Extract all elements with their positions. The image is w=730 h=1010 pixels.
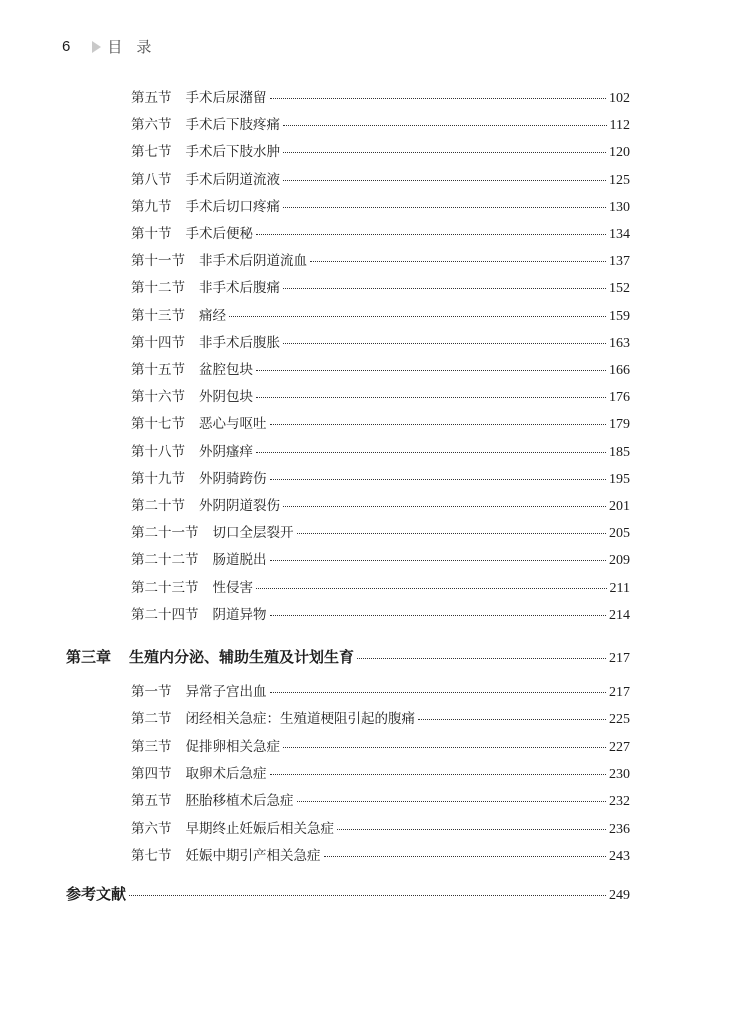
entry-title: 阴道异物 xyxy=(212,607,267,623)
entry-page-number: 130 xyxy=(609,200,630,215)
entry-page-number: 125 xyxy=(609,173,630,188)
toc-section-entry[interactable] xyxy=(131,579,630,598)
dot-leader xyxy=(129,895,606,896)
entry-number: 第四节 xyxy=(131,766,172,782)
entry-number: 第二节 xyxy=(131,711,172,727)
entry-title: 闭经相关急症：生殖道梗阻引起的腹痛 xyxy=(185,711,415,727)
entry-page-number: 205 xyxy=(609,526,630,541)
toc-section-entry[interactable] xyxy=(131,252,630,271)
entry-title: 手术后阴道流液 xyxy=(185,172,280,188)
entry-page-number: 214 xyxy=(609,608,630,623)
entry-page-number: 112 xyxy=(609,118,630,133)
dot-leader xyxy=(310,261,606,262)
dot-leader xyxy=(283,207,606,208)
dot-leader xyxy=(256,588,607,589)
entry-title: 盆腔包块 xyxy=(199,362,253,378)
toc-section-entry[interactable] xyxy=(131,143,630,162)
dot-leader xyxy=(270,424,607,425)
toc-chapter-entry[interactable] xyxy=(66,648,630,668)
entry-page-number: 176 xyxy=(609,390,630,405)
dot-leader xyxy=(357,658,606,659)
entry-number: 第十二节 xyxy=(131,280,185,296)
entry-page-number: 152 xyxy=(609,281,630,296)
entry-page-number: 209 xyxy=(609,553,630,568)
entry-title: 异常子宫出血 xyxy=(185,684,267,700)
entry-title: 手术后尿潴留 xyxy=(185,90,267,106)
entry-page-number: 201 xyxy=(609,499,630,514)
entry-title: 外阴包块 xyxy=(199,389,253,405)
entry-page-number: 249 xyxy=(609,888,630,903)
dot-leader xyxy=(256,370,606,371)
entry-number: 第二十四节 xyxy=(131,607,199,623)
entry-title: 生殖内分泌、辅助生殖及计划生育 xyxy=(129,648,355,666)
entry-title: 手术后便秘 xyxy=(185,226,253,242)
section-heading xyxy=(92,36,165,57)
entry-title: 外阴阴道裂伤 xyxy=(199,498,280,514)
toc-section-entry[interactable] xyxy=(131,334,630,353)
dot-leader xyxy=(283,152,606,153)
dot-leader xyxy=(297,533,607,534)
entry-title: 外阴瘙痒 xyxy=(199,444,253,460)
entry-title: 手术后下肢水肿 xyxy=(185,144,280,160)
dot-leader xyxy=(337,829,606,830)
page-header xyxy=(62,36,165,57)
entry-number: 第六节 xyxy=(131,117,172,133)
entry-page-number: 195 xyxy=(609,472,630,487)
dot-leader xyxy=(270,479,607,480)
entry-page-number: 185 xyxy=(609,445,630,460)
toc-section-entry[interactable] xyxy=(131,470,630,489)
toc-section-entry[interactable] xyxy=(131,551,630,570)
dot-leader xyxy=(270,560,607,561)
entry-number: 第十九节 xyxy=(131,471,185,487)
entry-page-number: 159 xyxy=(609,309,630,324)
toc-section-entry[interactable] xyxy=(131,388,630,407)
entry-page-number: 134 xyxy=(609,227,630,242)
toc-section-entry[interactable] xyxy=(131,738,630,757)
entry-page-number: 225 xyxy=(609,712,630,727)
entry-page-number: 163 xyxy=(609,336,630,351)
toc-section-entry[interactable] xyxy=(131,792,630,811)
toc-section-entry[interactable] xyxy=(131,497,630,516)
section-title: 目录 xyxy=(107,38,166,56)
dot-leader xyxy=(256,452,606,453)
toc-section-entry[interactable] xyxy=(131,361,630,380)
dot-leader xyxy=(229,316,606,317)
entry-page-number: 230 xyxy=(609,767,630,782)
dot-leader xyxy=(256,234,606,235)
entry-page-number: 102 xyxy=(609,91,630,106)
entry-title: 妊娠中期引产相关急症 xyxy=(185,848,321,864)
entry-number: 第二十一节 xyxy=(131,525,199,541)
entry-number: 第五节 xyxy=(131,90,172,106)
entry-number: 第六节 xyxy=(131,821,172,837)
dot-leader xyxy=(270,692,607,693)
entry-page-number: 179 xyxy=(609,417,630,432)
toc-section-entry[interactable] xyxy=(131,116,630,135)
page-number: 6 xyxy=(62,38,71,55)
toc-section-entry[interactable] xyxy=(131,225,630,244)
dot-leader xyxy=(283,343,606,344)
toc-section-entry[interactable] xyxy=(131,820,630,839)
entry-number: 第九节 xyxy=(131,199,172,215)
toc-section-entry[interactable] xyxy=(131,415,630,434)
toc-section-entry[interactable] xyxy=(131,710,630,729)
entry-number: 第十三节 xyxy=(131,308,185,324)
toc-section-entry[interactable] xyxy=(131,171,630,190)
entry-title: 切口全层裂开 xyxy=(212,525,294,541)
entry-title: 非手术后阴道流血 xyxy=(199,253,307,269)
play-triangle-icon xyxy=(92,41,101,53)
toc-references-entry[interactable] xyxy=(66,885,630,905)
entry-page-number: 166 xyxy=(609,363,630,378)
entry-number: 第十五节 xyxy=(131,362,185,378)
entry-page-number: 227 xyxy=(609,740,630,755)
entry-page-number: 120 xyxy=(609,145,630,160)
dot-leader xyxy=(283,180,606,181)
entry-title: 恶心与呕吐 xyxy=(199,416,267,432)
entry-page-number: 217 xyxy=(609,651,630,666)
entry-title: 早期终止妊娠后相关急症 xyxy=(185,821,334,837)
entry-number: 第十八节 xyxy=(131,444,185,460)
toc-section-entry[interactable] xyxy=(131,307,630,326)
toc-section-entry[interactable] xyxy=(131,198,630,217)
entry-page-number: 243 xyxy=(609,849,630,864)
dot-leader xyxy=(256,397,606,398)
entry-title: 促排卵相关急症 xyxy=(185,739,280,755)
toc-section-entry[interactable] xyxy=(131,847,630,866)
entry-page-number: 232 xyxy=(609,794,630,809)
entry-title: 肠道脱出 xyxy=(212,552,267,568)
entry-number: 第三章 xyxy=(66,648,112,666)
toc-section-entry[interactable] xyxy=(131,279,630,298)
toc-section-entry[interactable] xyxy=(131,89,630,108)
entry-number: 第七节 xyxy=(131,144,172,160)
entry-page-number: 217 xyxy=(609,685,630,700)
dot-leader xyxy=(270,774,607,775)
dot-leader xyxy=(270,98,607,99)
dot-leader xyxy=(283,506,606,507)
entry-page-number: 137 xyxy=(609,254,630,269)
toc-section-entry[interactable] xyxy=(131,765,630,784)
entry-number: 第二十节 xyxy=(131,498,185,514)
entry-page-number: 211 xyxy=(609,581,630,596)
dot-leader xyxy=(283,288,606,289)
entry-title: 取卵术后急症 xyxy=(185,766,267,782)
entry-number: 第三节 xyxy=(131,739,172,755)
entry-number: 第二十二节 xyxy=(131,552,199,568)
entry-number: 第七节 xyxy=(131,848,172,864)
toc-section-entry[interactable] xyxy=(131,683,630,702)
entry-number: 第二十三节 xyxy=(131,580,199,596)
dot-leader xyxy=(418,719,606,720)
entry-page-number: 236 xyxy=(609,822,630,837)
dot-leader xyxy=(297,801,607,802)
entry-number: 第十节 xyxy=(131,226,172,242)
entry-title: 痛经 xyxy=(199,308,226,324)
entry-number: 第十四节 xyxy=(131,335,185,351)
entry-title: 非手术后腹胀 xyxy=(199,335,280,351)
entry-number: 第八节 xyxy=(131,172,172,188)
entry-number: 第十一节 xyxy=(131,253,185,269)
entry-title: 非手术后腹痛 xyxy=(199,280,280,296)
entry-title: 胚胎移植术后急症 xyxy=(185,793,294,809)
dot-leader xyxy=(324,856,607,857)
toc-section-entry[interactable] xyxy=(131,606,630,625)
toc-section-entry[interactable] xyxy=(131,524,630,543)
dot-leader xyxy=(270,615,607,616)
toc-section-entry[interactable] xyxy=(131,443,630,462)
dot-leader xyxy=(283,747,606,748)
entry-title: 外阴骑跨伤 xyxy=(199,471,267,487)
entry-number: 第十六节 xyxy=(131,389,185,405)
entry-number: 第五节 xyxy=(131,793,172,809)
entry-title: 手术后下肢疼痛 xyxy=(185,117,280,133)
entry-title: 手术后切口疼痛 xyxy=(185,199,280,215)
entry-number: 第十七节 xyxy=(131,416,185,432)
entry-number: 第一节 xyxy=(131,684,172,700)
entry-title: 参考文献 xyxy=(66,885,127,903)
entry-title: 性侵害 xyxy=(212,580,253,596)
dot-leader xyxy=(283,125,607,126)
